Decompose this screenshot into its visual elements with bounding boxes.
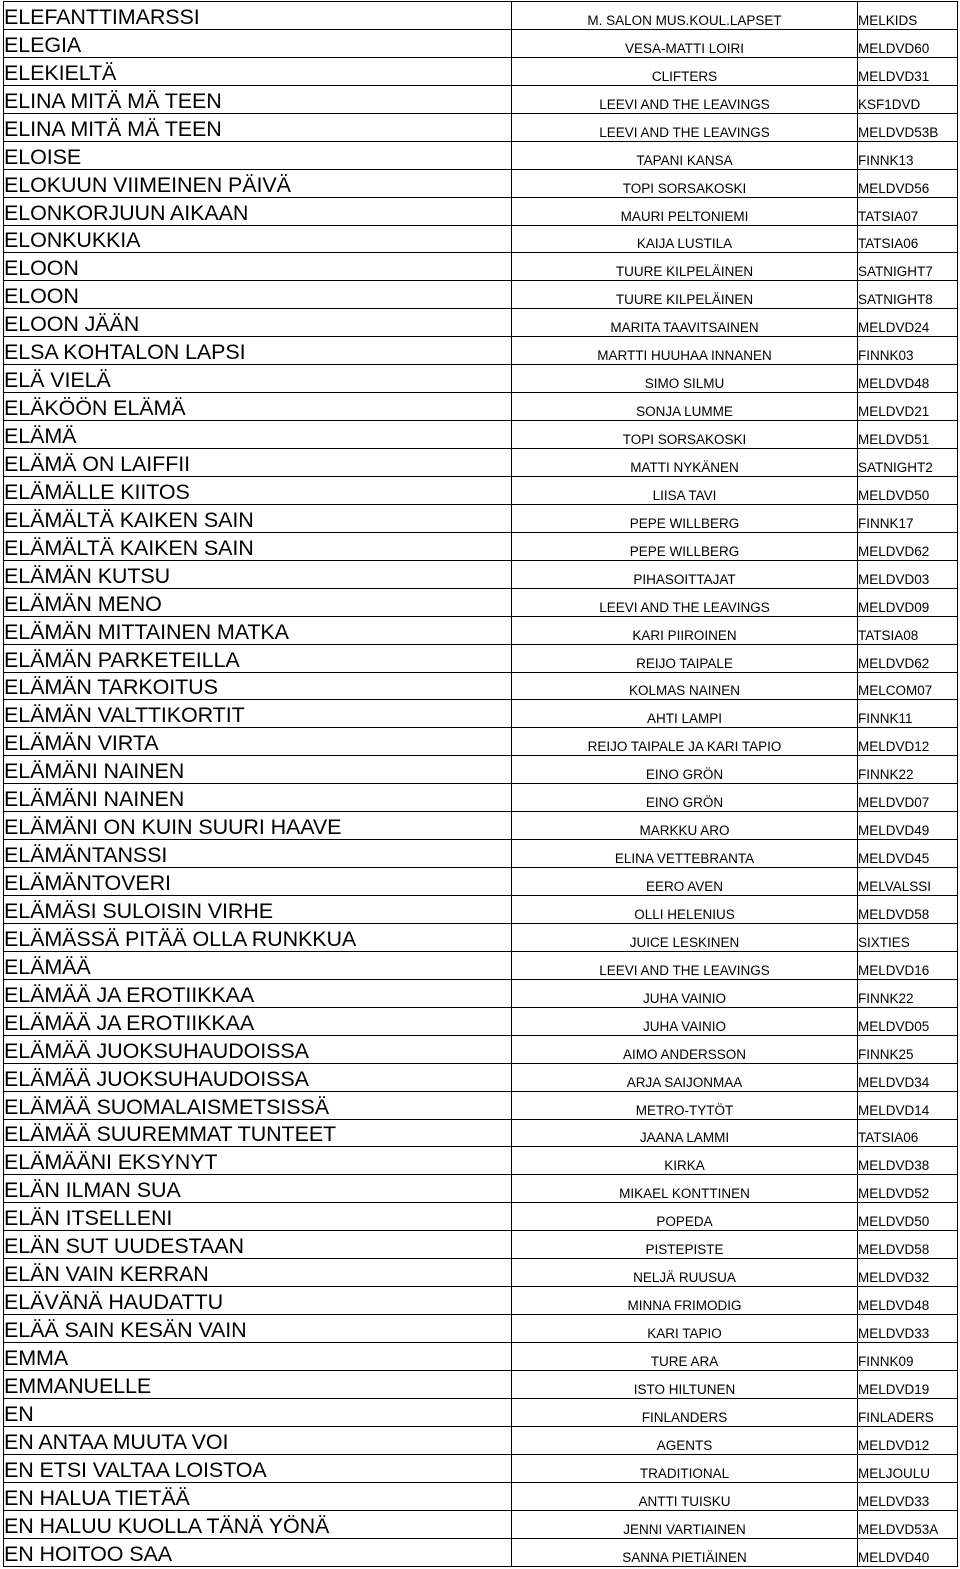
artist-cell: TUURE KILPELÄINEN [512,253,858,281]
artist-cell: AHTI LAMPI [512,700,858,728]
artist-cell: TRADITIONAL [512,1454,858,1482]
song-title-cell: ELÄKÖÖN ELÄMÄ [4,393,512,421]
disc-code-cell: MELDVD40 [858,1538,958,1566]
disc-code-cell: FINNK17 [858,504,958,532]
disc-code-cell: MELDVD24 [858,309,958,337]
disc-code-cell: TATSIA08 [858,616,958,644]
artist-cell: KAIJA LUSTILA [512,225,858,253]
artist-cell: MINNA FRIMODIG [512,1287,858,1315]
table-row [4,756,958,784]
song-title-cell: ELÄMÄLTÄ KAIKEN SAIN [4,504,512,532]
song-title-cell: ELÄMÄÄ SUUREMMAT TUNTEET [4,1119,512,1147]
artist-cell: REIJO TAIPALE JA KARI TAPIO [512,728,858,756]
table-row [4,337,958,365]
table-row [4,923,958,951]
disc-code-cell: TATSIA06 [858,225,958,253]
table-row [4,672,958,700]
song-title-cell: ELÄMÄLTÄ KAIKEN SAIN [4,532,512,560]
table-row [4,1091,958,1119]
disc-code-cell: MELDVD50 [858,476,958,504]
disc-code-cell: MELDVD58 [858,896,958,924]
disc-code-cell: MELDVD53B [858,113,958,141]
artist-cell: FINLANDERS [512,1398,858,1426]
song-title-cell: ELÄMÄN MENO [4,588,512,616]
song-title-cell: ELÄMÄ [4,421,512,449]
table-row [4,532,958,560]
artist-cell: LEEVI AND THE LEAVINGS [512,113,858,141]
table-row [4,309,958,337]
table-row [4,588,958,616]
artist-cell: TAPANI KANSA [512,141,858,169]
song-title-cell: ELOKUUN VIIMEINEN PÄIVÄ [4,169,512,197]
artist-cell: PIHASOITTAJAT [512,560,858,588]
artist-cell: REIJO TAIPALE [512,644,858,672]
table-row [4,868,958,896]
song-title-cell: ELÄMÄÄ [4,951,512,979]
disc-code-cell: MELDVD05 [858,1007,958,1035]
song-title-cell: EN [4,1398,512,1426]
artist-cell: KOLMAS NAINEN [512,672,858,700]
artist-cell: JUHA VAINIO [512,979,858,1007]
song-title-cell: ELÄN SUT UUDESTAAN [4,1231,512,1259]
song-title-cell: EN HOITOO SAA [4,1538,512,1566]
disc-code-cell: MELDVD60 [858,29,958,57]
disc-code-cell: MELCOM07 [858,672,958,700]
disc-code-cell: MELDVD62 [858,644,958,672]
table-row [4,1510,958,1538]
disc-code-cell: MELDVD14 [858,1091,958,1119]
disc-code-cell: MELDVD62 [858,532,958,560]
disc-code-cell: MELDVD16 [858,951,958,979]
song-title-cell: ELÄMÄN KUTSU [4,560,512,588]
song-table [3,1,958,1567]
artist-cell: AGENTS [512,1426,858,1454]
song-title-cell: ELOON JÄÄN [4,309,512,337]
table-row [4,1119,958,1147]
table-row [4,29,958,57]
disc-code-cell: MELDVD50 [858,1203,958,1231]
artist-cell: TOPI SORSAKOSKI [512,421,858,449]
table-row [4,1538,958,1566]
table-row [4,560,958,588]
disc-code-cell: MELDVD58 [858,1231,958,1259]
disc-code-cell: FINNK22 [858,979,958,1007]
disc-code-cell: MELDVD12 [858,728,958,756]
song-title-cell: ELÄN ITSELLENI [4,1203,512,1231]
disc-code-cell: MELDVD12 [858,1426,958,1454]
song-title-cell: ELÄMÄNI NAINEN [4,756,512,784]
artist-cell: KIRKA [512,1147,858,1175]
disc-code-cell: MELDVD21 [858,393,958,421]
song-title-cell: ELÄMÄN MITTAINEN MATKA [4,616,512,644]
artist-cell: JUICE LESKINEN [512,923,858,951]
artist-cell: SANNA PIETIÄINEN [512,1538,858,1566]
table-row [4,504,958,532]
artist-cell: VESA-MATTI LOIRI [512,29,858,57]
artist-cell: ARJA SAIJONMAA [512,1063,858,1091]
artist-cell: TOPI SORSAKOSKI [512,169,858,197]
artist-cell: EERO AVEN [512,868,858,896]
disc-code-cell: MELDVD32 [858,1259,958,1287]
artist-cell: POPEDA [512,1203,858,1231]
table-row [4,169,958,197]
table-row [4,784,958,812]
disc-code-cell: MELJOULU [858,1454,958,1482]
song-title-cell: ELEKIELTÄ [4,57,512,85]
table-row [4,700,958,728]
artist-cell: TUURE KILPELÄINEN [512,281,858,309]
song-table-body [4,2,958,1567]
table-row [4,1175,958,1203]
table-row [4,113,958,141]
disc-code-cell: SATNIGHT8 [858,281,958,309]
table-row [4,840,958,868]
disc-code-cell: MELDVD53A [858,1510,958,1538]
song-title-cell: ELÄMÄÄ JA EROTIIKKAA [4,1007,512,1035]
disc-code-cell: FINNK09 [858,1343,958,1371]
disc-code-cell: FINNK13 [858,141,958,169]
table-row [4,393,958,421]
song-title-cell: ELÄMÄN VALTTIKORTIT [4,700,512,728]
table-row [4,141,958,169]
disc-code-cell: MELDVD33 [858,1315,958,1343]
artist-cell: ANTTI TUISKU [512,1482,858,1510]
table-row [4,1147,958,1175]
artist-cell: SONJA LUMME [512,393,858,421]
song-title-cell: EN HALUU KUOLLA TÄNÄ YÖNÄ [4,1510,512,1538]
song-title-cell: ELÄ VIELÄ [4,365,512,393]
song-title-cell: EN HALUA TIETÄÄ [4,1482,512,1510]
disc-code-cell: MELDVD09 [858,588,958,616]
table-row [4,979,958,1007]
song-title-cell: ELÄMÄÄ JUOKSUHAUDOISSA [4,1063,512,1091]
table-row [4,281,958,309]
song-title-cell: ELEFANTTIMARSSI [4,2,512,30]
disc-code-cell: FINNK11 [858,700,958,728]
artist-cell: MAURI PELTONIEMI [512,197,858,225]
song-title-cell: ELÄMÄLLE KIITOS [4,476,512,504]
table-row [4,476,958,504]
song-title-cell: ELEGIA [4,29,512,57]
artist-cell: METRO-TYTÖT [512,1091,858,1119]
table-row [4,1398,958,1426]
disc-code-cell: MELDVD49 [858,812,958,840]
disc-code-cell: FINNK25 [858,1035,958,1063]
table-row [4,1315,958,1343]
song-title-cell: ELÄMÄÄ SUOMALAISMETSISSÄ [4,1091,512,1119]
table-row [4,421,958,449]
disc-code-cell: MELDVD51 [858,421,958,449]
artist-cell: JUHA VAINIO [512,1007,858,1035]
artist-cell: TURE ARA [512,1343,858,1371]
artist-cell: PEPE WILLBERG [512,504,858,532]
artist-cell: JENNI VARTIAINEN [512,1510,858,1538]
disc-code-cell: MELDVD56 [858,169,958,197]
artist-cell: PISTEPISTE [512,1231,858,1259]
song-title-cell: ELÄMÄ ON LAIFFII [4,449,512,477]
disc-code-cell: MELDVD48 [858,365,958,393]
table-row [4,365,958,393]
disc-code-cell: MELDVD38 [858,1147,958,1175]
artist-cell: MARITA TAAVITSAINEN [512,309,858,337]
disc-code-cell: FINNK03 [858,337,958,365]
song-title-cell: EMMANUELLE [4,1370,512,1398]
disc-code-cell: MELDVD19 [858,1370,958,1398]
disc-code-cell: MELDVD03 [858,560,958,588]
table-row [4,1203,958,1231]
song-title-cell: ELÄMÄN PARKETEILLA [4,644,512,672]
disc-code-cell: FINNK22 [858,756,958,784]
song-title-cell: EN ANTAA MUUTA VOI [4,1426,512,1454]
song-title-cell: ELÄMÄSI SULOISIN VIRHE [4,896,512,924]
artist-cell: JAANA LAMMI [512,1119,858,1147]
artist-cell: KARI PIIROINEN [512,616,858,644]
artist-cell: LEEVI AND THE LEAVINGS [512,85,858,113]
song-title-cell: ELÄN ILMAN SUA [4,1175,512,1203]
artist-cell: M. SALON MUS.KOUL.LAPSET [512,2,858,30]
disc-code-cell: TATSIA06 [858,1119,958,1147]
table-row [4,197,958,225]
artist-cell: MARTTI HUUHAA INNANEN [512,337,858,365]
table-row [4,951,958,979]
table-row [4,1426,958,1454]
song-title-cell: ELÄÄ SAIN KESÄN VAIN [4,1315,512,1343]
disc-code-cell: MELVALSSI [858,868,958,896]
song-title-cell: ELÄMÄÄ JA EROTIIKKAA [4,979,512,1007]
song-title-cell: ELÄMÄÄ JUOKSUHAUDOISSA [4,1035,512,1063]
table-row [4,1370,958,1398]
artist-cell: PEPE WILLBERG [512,532,858,560]
table-row [4,2,958,30]
disc-code-cell: SATNIGHT7 [858,253,958,281]
disc-code-cell: KSF1DVD [858,85,958,113]
song-title-cell: ELÄMÄNI NAINEN [4,784,512,812]
table-row [4,896,958,924]
song-title-cell: ELÄMÄN VIRTA [4,728,512,756]
song-title-cell: ELSA KOHTALON LAPSI [4,337,512,365]
song-title-cell: ELONKUKKIA [4,225,512,253]
table-row [4,812,958,840]
disc-code-cell: MELKIDS [858,2,958,30]
song-title-cell: ELÄMÄN TARKOITUS [4,672,512,700]
table-row [4,644,958,672]
song-title-cell: ELÄVÄNÄ HAUDATTU [4,1287,512,1315]
table-row [4,1454,958,1482]
song-title-cell: EMMA [4,1343,512,1371]
table-row [4,1482,958,1510]
table-row [4,1343,958,1371]
artist-cell: ISTO HILTUNEN [512,1370,858,1398]
table-row [4,1007,958,1035]
artist-cell: LEEVI AND THE LEAVINGS [512,588,858,616]
table-row [4,1259,958,1287]
disc-code-cell: TATSIA07 [858,197,958,225]
table-row [4,449,958,477]
table-row [4,1287,958,1315]
table-row [4,1035,958,1063]
song-title-cell: ELÄMÄÄNI EKSYNYT [4,1147,512,1175]
artist-cell: MIKAEL KONTTINEN [512,1175,858,1203]
song-title-cell: ELONKORJUUN AIKAAN [4,197,512,225]
artist-cell: EINO GRÖN [512,784,858,812]
table-row [4,225,958,253]
song-title-cell: ELINA MITÄ MÄ TEEN [4,85,512,113]
disc-code-cell: MELDVD33 [858,1482,958,1510]
song-title-cell: ELÄMÄNI ON KUIN SUURI HAAVE [4,812,512,840]
artist-cell: MATTI NYKÄNEN [512,449,858,477]
artist-cell: AIMO ANDERSSON [512,1035,858,1063]
table-row [4,1063,958,1091]
disc-code-cell: FINLADERS [858,1398,958,1426]
song-title-cell: ELINA MITÄ MÄ TEEN [4,113,512,141]
disc-code-cell: MELDVD34 [858,1063,958,1091]
disc-code-cell: MELDVD52 [858,1175,958,1203]
song-title-cell: ELÄMÄNTANSSI [4,840,512,868]
table-row [4,728,958,756]
artist-cell: EINO GRÖN [512,756,858,784]
artist-cell: LEEVI AND THE LEAVINGS [512,951,858,979]
artist-cell: CLIFTERS [512,57,858,85]
table-row [4,1231,958,1259]
artist-cell: SIMO SILMU [512,365,858,393]
song-title-cell: ELÄMÄNTOVERI [4,868,512,896]
song-title-cell: ELÄMÄSSÄ PITÄÄ OLLA RUNKKUA [4,923,512,951]
song-title-cell: ELOON [4,281,512,309]
disc-code-cell: MELDVD07 [858,784,958,812]
table-row [4,253,958,281]
artist-cell: LIISA TAVI [512,476,858,504]
table-row [4,616,958,644]
table-row [4,85,958,113]
song-title-cell: ELOON [4,253,512,281]
artist-cell: ELINA VETTEBRANTA [512,840,858,868]
song-title-cell: ELOISE [4,141,512,169]
song-title-cell: EN ETSI VALTAA LOISTOA [4,1454,512,1482]
artist-cell: OLLI HELENIUS [512,896,858,924]
table-row [4,57,958,85]
disc-code-cell: MELDVD31 [858,57,958,85]
disc-code-cell: MELDVD48 [858,1287,958,1315]
song-title-cell: ELÄN VAIN KERRAN [4,1259,512,1287]
disc-code-cell: SIXTIES [858,923,958,951]
artist-cell: KARI TAPIO [512,1315,858,1343]
artist-cell: MARKKU ARO [512,812,858,840]
disc-code-cell: SATNIGHT2 [858,449,958,477]
artist-cell: NELJÄ RUUSUA [512,1259,858,1287]
disc-code-cell: MELDVD45 [858,840,958,868]
